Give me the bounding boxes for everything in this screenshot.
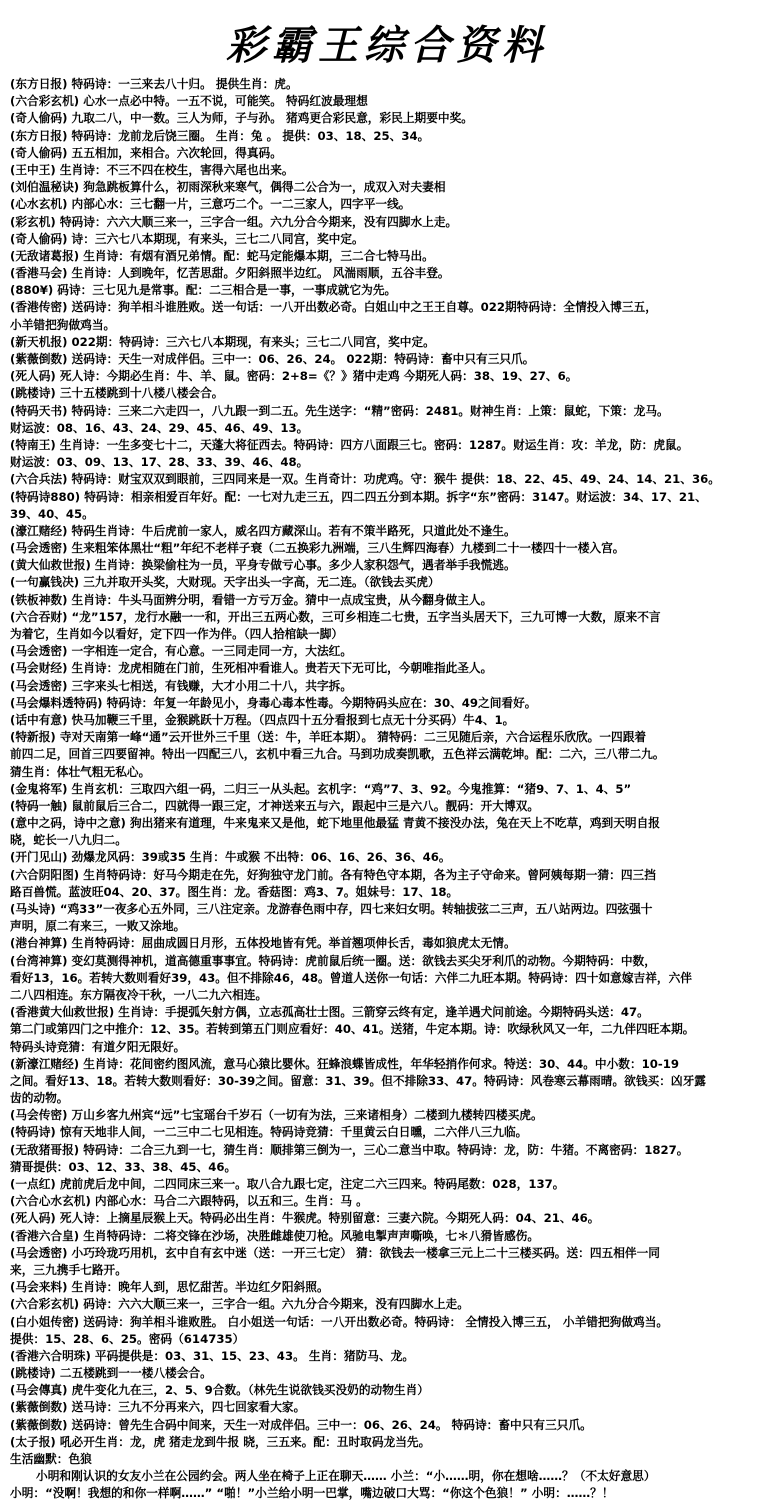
tip-line: (特码一触) 鼠前鼠后三合二，四就得一跟三定，才神送来五与六，跟起中三是六八。靓码：开大博双。 (10, 798, 540, 813)
tip-line: 特码头诗竞猜：有道夕阳无限好。 (10, 1039, 186, 1054)
tip-line: (东方日报) 特码诗：一三来去八十归。 提供生肖：虎。 (10, 77, 298, 91)
tip-line: 声明，原二有来三，一败又涂地。 (10, 919, 186, 934)
tip-line: (铁板神数) 生肖诗：牛头马面辨分明，看错一方亏万金。猜中一点成宝贵，从今翻身做主人。 (10, 592, 493, 607)
tip-line: (死人码) 死人诗：上摘星辰猴上天。特码必出生肖：牛猴虎。特别留意：三妻六院。今期死人码：04、21、46。 (10, 1211, 600, 1226)
tip-line: 来，三九携手七路开。 (10, 1262, 127, 1277)
tip-line: (无敌猪哥报) 特码诗：二合三九到一七，猜生肖：顺排第三倒为一，三心二意当中取。特码诗：龙，防：牛猪。不离密码：1827。 (10, 1142, 689, 1157)
tip-line: (香港黄大仙救世报) 生肖诗：手提弧矢射方偶，立志孤高壮士图。三箭穿云终有定，逢羊遇犬问前途。今期特码头送：47。 (10, 1005, 649, 1020)
tip-line: (880¥) 码诗：三七见九是常事。配：二三相合是一事，一事成就它为先。 (10, 283, 397, 298)
tip-line: (开门见山) 劲爆龙风码：39或35 生肖：牛或猴 不出特：06、16、26、36、46。 (10, 850, 451, 865)
tip-line: (马会传密) 万山乡客九州宾“远”七宝瑶台千岁石（一切有为法，三来诸相身）二楼到九楼转四楼买虎。 (10, 1108, 543, 1123)
tip-line: 看好13，16。若转大数则看好39，43。但不排除46，48。曾道人送你一句话：六伴二九旺本期。特码诗：四十如意嫁吉祥，六伴 (10, 970, 692, 985)
tip-line: (六合彩玄机) 心水一点必中特。一五不说，可能笑。 特码红波最理想 (10, 94, 368, 109)
tip-line: (奇人偷码) 五五相加，来相合。六次轮回，得真码。 (10, 145, 282, 160)
tip-line: (话中有意) 快马加鞭三千里，金猴跳跃十万程。（四点四十五分看报到七点无十分买码）牛4、1。 (10, 712, 515, 727)
tip-line: 财运波：03、09、13、17、28、33、39、46、48。 (10, 455, 309, 470)
tip-line: (香港六合皇) 生肖特码诗：二将交锋在沙场，决胜雌雄使刀枪。风驰电掣声声嘶唤，七＊八猾皆感伤。 (10, 1228, 540, 1243)
page-title: 彩霸王综合资料 (226, 22, 548, 69)
tip-line: 之间。看好13、18。若转大数则看好：30-39之间。留意：31、39。但不排除33、47。特码诗：风卷寒云幕雨晴。欲钱买：凶牙露 (10, 1073, 706, 1088)
humor-story-line: 小明和刚认识的女友小兰在公园约会。两人坐在椅子上正在聊天…… 小兰：“小……明，你在想啥……？（不太好意思） (36, 1469, 656, 1484)
tip-line: (马会透密) 生来粗笨体黑壮“粗”年纪不老样子衰（二五换彩九洲端，三八生辉四海春）九楼到二十一楼四十一楼入宫。 (10, 541, 625, 556)
tip-line: (黄大仙救世报) 生肖诗：换梁偷柱为一员，平身专做亏心事。多少人家积怨气，遇者举手我慌逃。 (10, 558, 516, 573)
tip-line: 猜生肖：体壮气粗无私心。 (10, 764, 151, 779)
tip-line: (奇人偷码) 诗：三六七八本期现，有来头，三七二八同宫，奖中定。 (10, 231, 364, 246)
tip-line: (特新报) 寺对天南第一峰“通”云开世外三千里（送：牛，羊旺本期）。 猜特码：二三见随后亲，六合运程乐欣欣。一四跟着 (10, 730, 647, 745)
tip-line: (太子报) 吼必开生肖：龙，虎 猪走龙到牛报 晓，三五来。配：丑时取码龙当先。 (10, 1434, 431, 1449)
tip-line: (一句赢钱决) 三九并取开头奖，大财现。天字出头一字高，无二连。（欲钱去买虎） (10, 575, 440, 590)
tip-line: (马会爆料透特码) 特码诗：年复一年龄见小，身毒心毒本性毒。今期特码头应在：30、49之间看好。 (10, 695, 537, 710)
tip-line: (白小姐传密) 送码诗：狗羊相斗谁败胜。 白小姐送一句话：一八开出数必奇。特码诗： 全情投入博三五， 小羊错把狗做鸡当。 (10, 1314, 669, 1329)
tip-line: 小羊错把狗做鸡当。 (10, 317, 116, 332)
tip-line: (意中之码，诗中之意) 狗出猪来有道理，牛来鬼来又是他，蛇下地里他最猛 青黄不接没办法，兔在天上不吃草，鸡到天明自报 (10, 816, 660, 831)
tip-line: (紫薇倒数) 送马诗：三九不分再来六，四七回家看大家。 (10, 1400, 306, 1415)
tip-line: 猜哥提供：03、12、33、38、45、46。 (10, 1159, 237, 1174)
tip-line: (港台神算) 生肖特码诗：屈曲成圆日月形，五体投地皆有凭。举首翘项伸长舌，毒如狼虎太无情。 (10, 936, 516, 951)
tip-line: 财运波：08、16、43、24、29、45、46、49、13。 (10, 420, 309, 435)
tip-line: (东方日报) 特码诗：龙前龙后饶三圈。 生肖：兔 。 提供：03、18、25、34。 (10, 128, 430, 143)
tip-line: 39、40、45。 (10, 506, 94, 521)
tip-line: 二八四相连。东方隔夜冷干秋，一八二九六相连。 (10, 987, 268, 1002)
tip-line: (跳楼诗) 三十五楼跳到十八楼八楼会合。 (10, 386, 224, 401)
tip-line: (六合心水玄机) 内部心水：马合二六跟特码，以五和三。生肖：马 。 (10, 1194, 368, 1209)
tip-line: (新天机报) 022期：特码诗：三六七八本期现，有来头；三七二八同宫，奖中定。 (10, 334, 435, 349)
tip-line: (王中王) 生肖诗：不三不四在校生，害得六尾也出来。 (10, 162, 294, 177)
tip-line: (台湾神算) 变幻莫测得神机，道高德重事事宜。特码诗：虎前鼠后统一圈。送：欲钱去买尖牙利爪的动物。今期特码：中数， (10, 953, 656, 968)
tip-line: (特南王) 生肖诗：一生多变七十二，天蓬大将征西去。特码诗：四方八面跟三七。密码：1287。财运生肖：攻：羊龙，防：虎鼠。 (10, 437, 689, 452)
tip-lines (10, 76, 770, 1503)
tip-line: (马会透密) 三字来头七相送，有钱赚，大才小用二十八，共字拆。 (10, 678, 353, 693)
tip-line: (心水玄机) 内部心水：三七翻一片，三意巧二个。一二三家人，四字平一线。 (10, 197, 411, 212)
tip-line: 生活幽默：色狼 (10, 1452, 92, 1466)
tip-line: (马会来料) 生肖诗：晚年人到，思忆甜苦。半边红夕阳斜照。 (10, 1280, 329, 1295)
tip-line: (跳楼诗) 二五楼跳到一一楼八楼会合。 (10, 1366, 212, 1381)
humor-story-line: 小明：“没啊！我想的和你一样啊……” “啪！”小兰给小明一巴掌，嘴边破口大骂：“你这个色狼！” 小明：……？！ (10, 1486, 614, 1501)
tip-line: (马会傳真) 虎牛变化九在三，2、5、9合数。（林先生说欲钱买没奶的动物生肖） (10, 1383, 429, 1398)
tip-line: 齿的动物。 (10, 1091, 69, 1106)
tip-line: (紫薇倒数) 送码诗：天生一对成伴侣。三中一：06、26、24。 022期：特码诗：畜中只有三只爪。 (10, 352, 535, 366)
tip-line: (马会透密) 一字相连一定合，有心意。一三同走同一方，大法红。 (10, 644, 353, 659)
tip-line: (一点红) 虎前虎后龙中间，二四同床三来一。取八合九跟七定，注定二六三四来。特码尾数：028，137。 (10, 1177, 565, 1191)
tip-line: (特码诗880) 特码诗：相亲相爱百年好。配：一七对九走三五，四二四五分到本期。拆字“东”密码：3147。财运波：34、17、21、 (10, 489, 707, 504)
tip-line: (香港六合明珠) 平码提供是：03、31、15、23、43。 生肖：猪防马、龙。 (10, 1348, 415, 1363)
tip-line: (紫薇倒数) 送码诗：曾先生合码中间来，天生一对成伴侣。三中一：06、26、24。 特码诗：畜中只有三只爪。 (10, 1417, 592, 1432)
tip-line: (金鬼将军) 生肖玄机：三取四六组一码，二归三一从头起。玄机字：“鸡”7、3、92。今鬼推算：“猪9、7、1、4、5” (10, 781, 632, 796)
tip-line: 提供：15、28、6、25。密码（614735） (10, 1331, 245, 1346)
tip-line: (六合兵法) 特码诗：财宝双双到眼前，三四同来是一双。生肖奇计：功虎鸡。守：猴牛 提供：18、22、45、49、24、14、21、36。 (10, 472, 720, 487)
tip-line: 为着它，生肖如今以看好，定下四一作为伴。（四人拾棺缺一脚） (10, 627, 344, 641)
tip-line: 晓，蛇长一八九归二。 (10, 833, 127, 848)
tip-line: (马头诗) “鸡33”一夜多心五外同，三八注定亲。龙游春色雨中存，四七来妇女明。转轴拔弦二三声，五八站两边。四弦强十 (10, 902, 653, 916)
tip-line: (新濠江赌经) 生肖诗：花间密约图风流，意马心猿比婴休。狂蜂浪蝶皆成性，年华轻捎作何求。特送：30、44。中小数：10-19 (10, 1056, 680, 1071)
tip-line: 前四二足，回首三四要留神。特出一四配三八，玄机中看三九合。马到功成奏凯歌，五色祥云满乾坤。配：二六，三八带二九。 (10, 747, 665, 762)
tip-line: (濠江赌经) 特码生肖诗：牛后虎前一家人，威名四方藏深山。若有不策半路死，只道此处不逢生。 (10, 523, 516, 538)
tip-line: (六合彩玄机) 码诗：六六大顺三来一，三字合一组。六九分合今期来，没有四脚水上走。 (10, 1297, 469, 1312)
tip-line: (奇人偷码) 九取二八，中一数。三人为师，子与孙。 猪鸡更合彩民意，彩民上期要中奖。 (10, 111, 473, 126)
tip-line: (马会透密) 小巧玲珑巧用机，玄中自有玄中迷（送：一开三七定） 猜：欲钱去一楼拿三元上二十三楼买码。送：四五相伴一同 (10, 1245, 660, 1260)
tip-line: (死人码) 死人诗：今期必生肖：牛、羊、鼠。密码：2+8=《？》猪中走鸡 今期死人码：38、19、27、6。 (10, 369, 578, 384)
tip-line: (彩玄机) 特码诗：六六大顺三来一，三字合一组。六九分合今期来，没有四脚水上走。 (10, 214, 458, 229)
tip-line: (特码诗) 惊有天地非人间，一二三中二七见相连。特码诗竞猜：千里黄云白日曛，二六伴八三九临。 (10, 1125, 528, 1140)
tip-line: (香港传密) 送码诗：狗羊相斗谁胜败。送一句话：一八开出数必奇。白姐山中之王王自尊。022期特码诗：全情投入博三五， (10, 300, 657, 315)
tip-line: 路百兽慌。蓝波旺04、20、37。图生肖：龙。香菇图：鸡3、7。姐妹号：17、18。 (10, 884, 459, 899)
tip-line: (香港马会) 生肖诗：人到晚年，忆苦思甜。夕阳斜照半边红。 风湍雨顺，五谷丰登。 (10, 266, 450, 281)
tip-line: (刘伯温秘诀) 狗急跳板算什么，初雨深秋来寒气，偶得二公合为一，成双入对夫妻相 (10, 180, 446, 195)
tip-line: (马会财经) 生肖诗：龙虎相随在门前，生死相冲看谁人。贵若天下无可比，今朝唯指此圣人。 (10, 661, 493, 676)
tip-line: (特码天书) 特码诗：三来二六走四一，八九跟一到二五。先生送字：“精”密码：2481。财神生肖：上策：鼠蛇，下策：龙马。 (10, 403, 669, 418)
tip-line: (无敌诸葛报) 生肖诗：有烟有酒兄弟情。配：蛇马定能爆本期，三二合七特马出。 (10, 248, 434, 263)
tip-line: (六合吞财) “龙”157，龙行水融一一和，开出三五两心数，三可乡相连二七贵，五字当头居天下，三九可博一大数，原来不言 (10, 609, 661, 624)
tip-line: 第二门或第四门之中推介：12、35。若转到第五门则应看好：40、41。送猪，牛定本期。诗：吹绿秋风又一年，二九伴四旺本期。 (10, 1022, 695, 1037)
tip-line: (六合阴阳图) 生肖特码诗：好马今期走在先，好狗独守龙门前。各有特色守本期，各为主子守命来。曾阿姨每期一猜：四三挡 (10, 867, 656, 882)
